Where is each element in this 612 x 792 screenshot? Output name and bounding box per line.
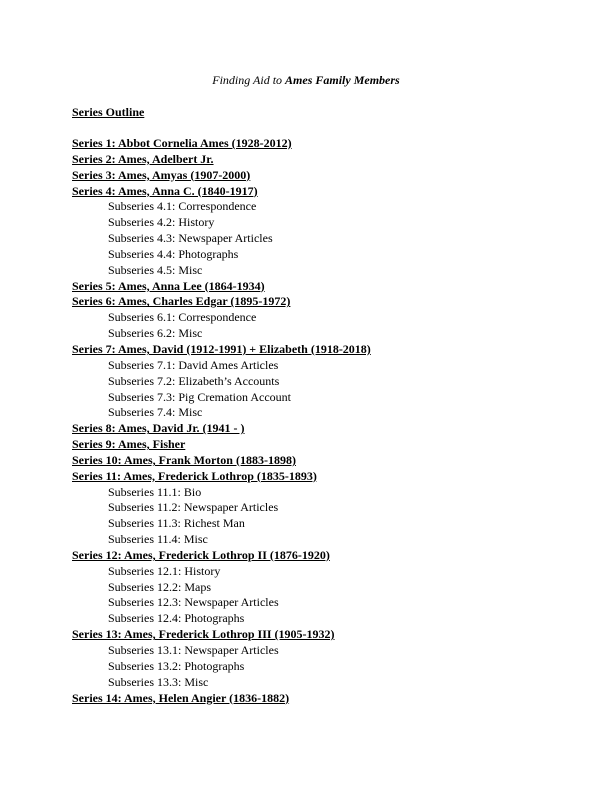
subseries-item: Subseries 13.1: Newspaper Articles [108,643,279,657]
subseries-item: Subseries 11.1: Bio [108,484,202,499]
series-link[interactable]: Series 5: Ames, Anna Lee (1864-1934) [72,278,265,293]
subseries-item: Subseries 11.3: Richest Man [108,516,245,531]
subseries-item: Subseries 6.1: Correspondence [108,310,257,325]
subseries-item: Subseries 7.3: Pig Cremation Account [108,389,291,404]
subseries-item: Subseries 12.1: History [108,563,221,578]
title-subject: Ames Family Members [285,73,400,87]
series-link[interactable]: Series 9: Ames, Fisher [72,437,186,452]
series-link[interactable]: Series 1: Abbot Cornelia Ames (1928-2012) [72,136,292,150]
series-link[interactable]: Series 11: Ames, Frederick Lothrop (1835-1893) [72,468,317,483]
subseries-item: Subseries 11.4: Misc [108,532,208,547]
series-link[interactable]: Series 7: Ames, David (1912-1991) + Elizabeth (1918-2018) [72,341,371,356]
subseries-item: Subseries 12.2: Maps [108,579,211,594]
series-link[interactable]: Series 8: Ames, David Jr. (1941 - ) [72,421,245,436]
subseries-item: Subseries 7.2: Elizabeth’s Accounts [108,373,280,388]
title-prefix: Finding Aid to [212,73,283,87]
series-link[interactable]: Series 6: Ames, Charles Edgar (1895-1972) [72,294,291,309]
subseries-item: Subseries 4.1: Correspondence [108,199,257,214]
series-outline-list [72,136,540,706]
subseries-item: Subseries 12.3: Newspaper Articles [108,595,279,610]
subseries-item: Subseries 4.4: Photographs [108,246,239,261]
series-link[interactable]: Series 12: Ames, Frederick Lothrop II (1876-1920) [72,547,330,562]
series-link[interactable]: Series 2: Ames, Adelbert Jr. [72,151,214,166]
series-link[interactable]: Series 3: Ames, Amyas (1907-2000) [72,167,251,182]
subseries-item: Subseries 13.2: Photographs [108,658,245,673]
subseries-item: Subseries 4.3: Newspaper Articles [108,231,273,246]
subseries-item: Subseries 7.4: Misc [108,405,203,420]
series-link[interactable]: Series 13: Ames, Frederick Lothrop III (1905-1932) [72,627,335,642]
series-link[interactable]: Series 4: Ames, Anna C. (1840-1917) [72,183,258,198]
document-title [0,72,612,88]
subseries-item: Subseries 7.1: David Ames Articles [108,357,279,372]
series-link[interactable]: Series 14: Ames, Helen Angier (1836-1882) [72,690,290,705]
subseries-item: Subseries 11.2: Newspaper Articles [108,500,279,515]
series-link[interactable]: Series 10: Ames, Frank Morton (1883-1898) [72,452,296,467]
subseries-item: Subseries 4.5: Misc [108,262,203,277]
subseries-item: Subseries 12.4: Photographs [108,611,245,626]
series-outline-heading: Series Outline [72,105,145,119]
subseries-item: Subseries 6.2: Misc [108,326,203,341]
subseries-item: Subseries 13.3: Misc [108,674,209,689]
subseries-item: Subseries 4.2: History [108,215,215,230]
